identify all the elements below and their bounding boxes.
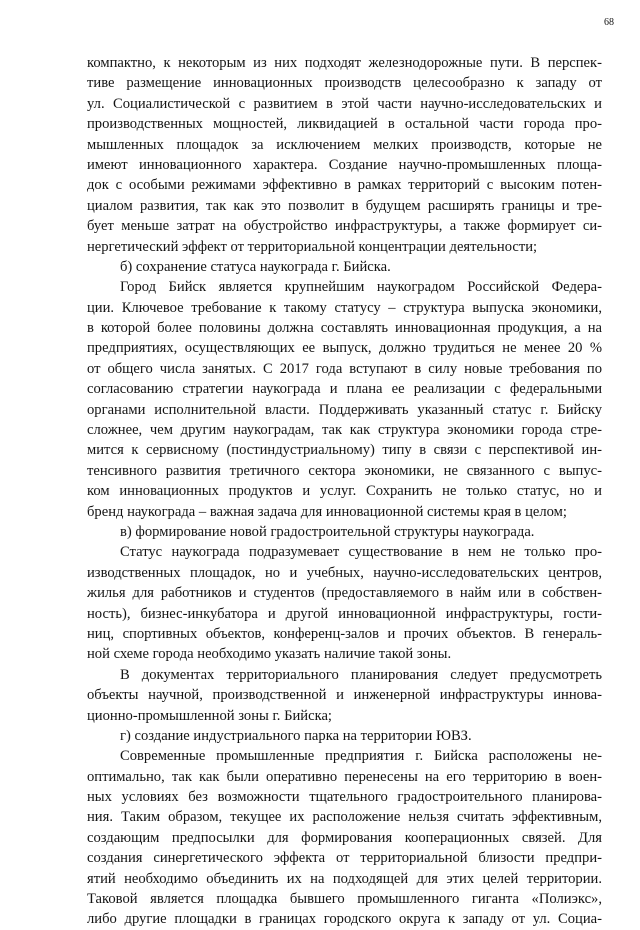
- text-line: оптимально, так как были оперативно перенесены на его территорию в воен-: [87, 768, 602, 785]
- text-line: ния. Таким образом, текущее их расположение нельзя считать эффективным,: [87, 809, 602, 826]
- text-line: органами исполнительной власти. Поддерживать указанный статус г. Бийску: [87, 401, 602, 418]
- text-line: от общего числа занятых. С 2017 года вступают в силу новые требования по: [87, 360, 602, 377]
- text-line: производственных мощностей, ликвидацией в остальной части города про-: [87, 116, 602, 133]
- text-line: бренд наукограда – важная задача для инновационной системы края в целом;: [87, 503, 567, 520]
- text-line: ной схеме города необходимо указать наличие такой зоны.: [87, 646, 452, 663]
- text-line: ность), бизнес-инкубатора и другой инновационной инфраструктуры, гости-: [87, 605, 602, 622]
- text-line: Город Бийск является крупнейшим наукоградом Российской Федера-: [120, 279, 602, 296]
- text-line: нергетический эффект от территориальной концентрации деятельности;: [87, 238, 538, 255]
- text-line: компактно, к некоторым из них подходят железнодорожные пути. В перспек-: [87, 55, 602, 71]
- text-line: Современные промышленные предприятия г. Бийска расположены не-: [120, 748, 602, 765]
- text-line: ниц, спортивных объектов, конференц-залов и прочих объектов. В генераль-: [87, 625, 602, 642]
- document-body: [87, 53, 602, 930]
- text-line: создающим предпосылки для формирования кооперационных связей. Для: [87, 829, 602, 846]
- text-line: либо другие площадки в границах городского округа к западу от ул. Социа-: [87, 911, 602, 928]
- text-line: бует меньше затрат на обустройство инфраструктуры, а также формирует си-: [87, 218, 602, 235]
- text-line: создания синергетического эффекта от территориальной близости предпри-: [87, 850, 602, 867]
- text-line: согласованию стратегии наукограда и плана ее реализации с федеральными: [87, 381, 602, 398]
- text-line: ятий необходимо объединить их на подходящей для этих целей территории.: [87, 870, 602, 887]
- text-line: Таковой является площадка бывшего промышленного гиганта «Полиэкс»,: [87, 891, 602, 908]
- text-line: ционно-промышленной зоны г. Бийска;: [87, 707, 332, 724]
- text-line: б) сохранение статуса наукограда г. Бийска.: [120, 258, 391, 275]
- text-line: ции. Ключевое требование к такому статусу – структура выпуска экономики,: [87, 299, 602, 316]
- text-line: ул. Социалистической с развитием в этой части научно-исследовательских и: [87, 95, 602, 112]
- text-line: Статус наукограда подразумевает существование в нем не только про-: [120, 544, 602, 561]
- text-line: объекты научной, производственной и инженерной инфраструктуры иннова-: [87, 687, 602, 704]
- text-line: ных условиях без возможности тщательного градостроительного планирова-: [87, 789, 602, 806]
- page-number: 68: [604, 17, 614, 28]
- text-line: сложнее, чем другим наукоградам, так как структура экономики города стре-: [87, 422, 602, 439]
- text-line: док с особыми режимами эффективно в рамках территорий с высоким потен-: [87, 177, 602, 194]
- text-line: в которой более половины должна составлять инновационная продукция, а на: [87, 320, 602, 337]
- text-line: жилья для работников и студентов (предоставляемого в найм или в собствен-: [87, 585, 602, 602]
- text-line: предприятиях, осуществляющих ее выпуск, должно трудиться не менее 20 %: [87, 340, 602, 357]
- text-line: имеют инновационного характера. Создание научно-промышленных площа-: [87, 156, 602, 173]
- text-line: мышленных площадок за исключением мелких производств, которые не: [87, 136, 602, 153]
- text-line: г) создание индустриального парка на территории ЮВЗ.: [120, 727, 472, 744]
- text-line: ком инновационных продуктов и услуг. Сохранить не только статус, но и: [87, 483, 602, 500]
- text-line: В документах территориального планирования следует предусмотреть: [120, 666, 602, 683]
- text-line: тиве размещение инновационных производств целесообразно к западу от: [87, 75, 602, 92]
- text-line: тенсивного развития третичного сектора экономики, не связанного с выпус-: [87, 462, 602, 479]
- text-line: изводственных площадок, но и учебных, научно-исследовательских центров,: [87, 564, 602, 581]
- text-line: мится к сервисному (постиндустриальному) типу в связи с перспективой ин-: [87, 442, 602, 459]
- text-line: в) формирование новой градостроительной структуры наукограда.: [120, 523, 535, 540]
- text-line: циалом развития, так как это позволит в будущем расширять границы и тре-: [87, 197, 602, 214]
